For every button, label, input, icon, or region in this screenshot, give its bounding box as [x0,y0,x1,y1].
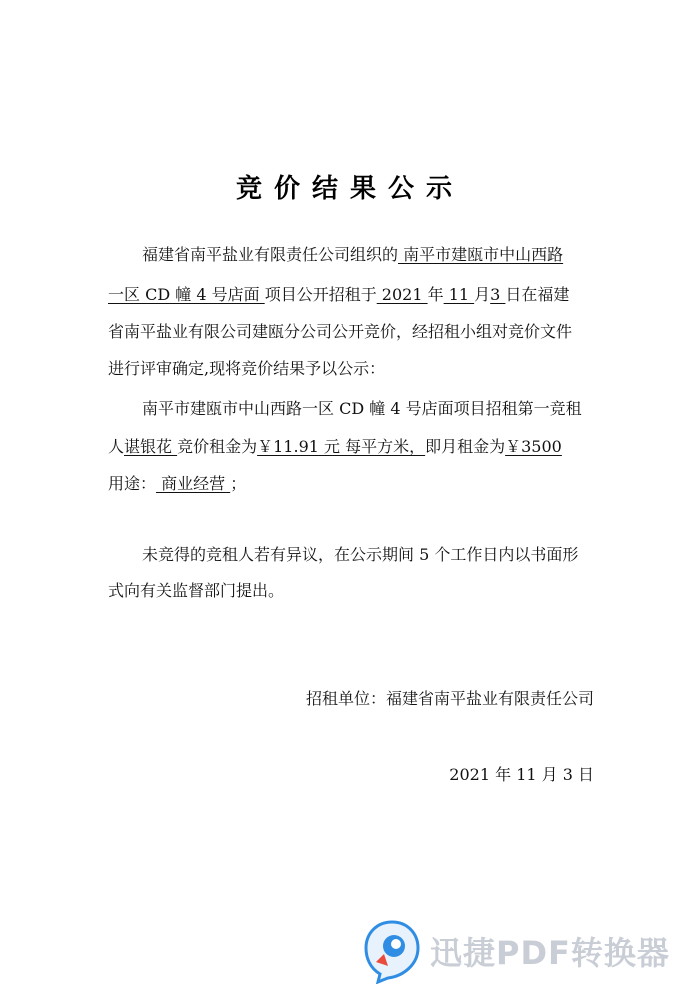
text-segment: ； [230,474,247,493]
xunjie-pdf-logo-icon [362,918,422,984]
day-underlined: 3 [490,285,506,304]
watermark-text: 迅捷PDF转换器 [430,934,670,972]
year-underlined: 2021 [376,285,428,304]
paragraph-1-line-2 [108,284,608,306]
text-segment: 日在福建 [505,285,570,304]
paragraph-2-line-2 [108,436,608,458]
paragraph-3-line-1: 未竞得的竞租人若有异议，在公示期间 5 个工作日内以书面形 [142,545,579,564]
text-segment: 用途： [108,474,157,493]
location-underlined-cont: 一区 CD 幢 4 号店面 [108,285,265,304]
paragraph-3-line-2: 式向有关监督部门提出。 [108,581,285,600]
issuer-unit: 招租单位：福建省南平盐业有限责任公司 [305,689,594,708]
unit-price-underlined: ￥11.91 元 每平方米， [257,437,426,456]
paragraph-1-line-3: 省南平盐业有限公司建瓯分公司公开竞价，经招租小组对竞价文件 [108,322,573,341]
usage-underlined: 商业经营 [156,474,231,493]
winner-name-underlined: 谌银花 [124,437,178,456]
paragraph-2-line-3 [108,473,608,495]
text-segment: 年 [427,285,444,304]
text-segment: 月 [474,285,491,304]
text-segment: 即月租金为 [425,437,506,456]
paragraph-2-line-1: 南平市建瓯市中山西路一区 CD 幢 4 号店面项目招租第一竞租 [142,399,582,418]
watermark [362,916,692,986]
month-underlined: 11 [443,285,475,304]
document-title: 竞价结果公示 [235,174,464,204]
issue-date: 2021 年 11 月 3 日 [449,765,594,784]
text-segment: 竞价租金为 [177,437,258,456]
paragraph-1-line-1 [142,244,642,266]
monthly-rent-underlined: ￥3500 [505,437,562,456]
paragraph-1-line-4: 进行评审确定,现将竞价结果予以公示： [108,359,386,378]
org-intro-text: 福建省南平盐业有限责任公司组织的 [142,245,399,264]
text-segment: 项目公开招租于 [264,285,377,304]
text-segment: 人 [108,437,125,456]
location-underlined: 南平市建瓯市中山西路 [398,245,564,264]
